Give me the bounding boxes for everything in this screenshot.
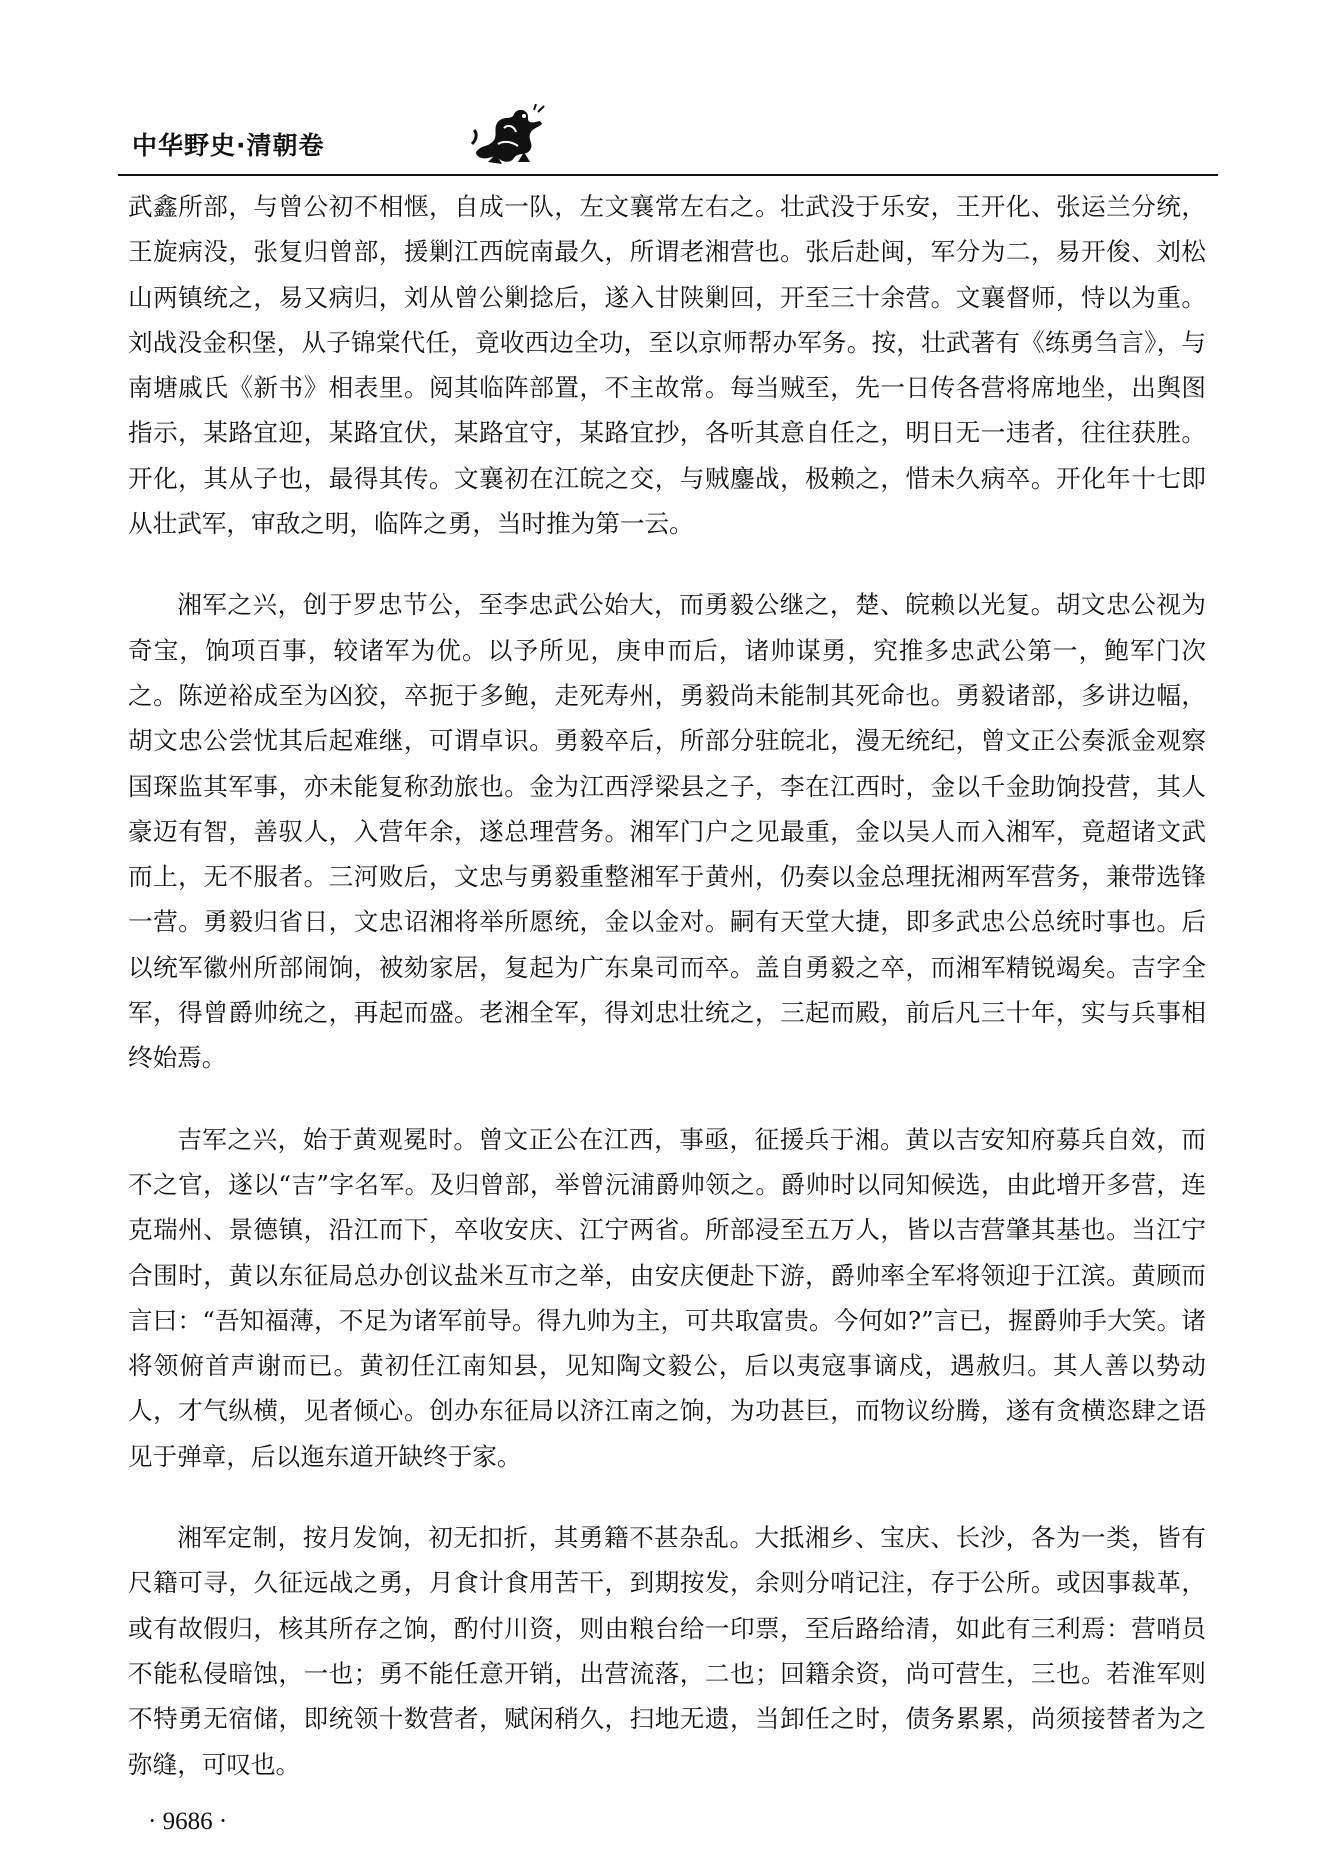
page-number: · 9686 · xyxy=(148,1808,228,1835)
paragraph: 湘军之兴，创于罗忠节公，至李忠武公始大，而勇毅公继之，楚、皖赖以光复。胡文忠公视为奇宝，饷项百事，较诸军为优。以予所见，庚申而后，诸帅谋勇，究推多忠武公第一，鲍军门次之。陈逆裕成至为凶狡，卒扼于多鲍，走死寿州，勇毅尚未能制其死命也。勇毅诸部，多讲边幅，胡文忠公尝忧其后起难继，可谓卓识。勇毅卒后，所部分驻皖北，漫无统纪，曾文正公奏派金观察国琛监其军事，亦未能复称劲旅也。金为江西浮梁县之子，李在江西时，金以千金助饷投营，其人豪迈有智，善驭人，入营年余，遂总理营务。湘军门户之见最重，金以吴人而入湘军，竟超诸文武而上，无不服者。三河败后，文忠与勇毅重整湘军于黄州，仍奏以金总理抚湘两军营务，兼带选锋一营。勇毅归省日，文忠诏湘将举所愿统，金以金对。嗣有天堂大捷，即多武忠公总统时事也。后以统军徽州所部闹饷，被劾家居，复起为广东臬司而卒。盖自勇毅之卒，而湘军精锐竭矣。吉字全军，得曾爵帅统之，再起而盛。老湘全军，得刘忠壮统之，三起而殿，前后凡三十年，实与兵事相终始焉。 xyxy=(128,590,1206,1073)
paragraph: 武鑫所部，与曾公初不相惬，自成一队，左文襄常左右之。壮武没于乐安，王开化、张运兰分统，王旋病没，张复归曾部，援剿江西皖南最久，所谓老湘营也。张后赴闽，军分为二，易开俊、刘松山两镇统之，易又病归，刘从曾公剿捻后，遂入甘陕剿回，开至三十余营。文襄督师，恃以为重。刘战没金积堡，从子锦棠代任，竟收西边全功，至以京师帮办军务。按，壮武著有《练勇刍言》，与南塘戚氏《新书》相表里。阅其临阵部置，不主故常。每当贼至，先一日传各营将席地坐，出舆图指示，某路宜迎，某路宜伏，某路宜守，某路宜抄，各听其意自任之，明日无一违者，往往获胜。开化，其从子也，最得其传。文襄初在江皖之交，与贼鏖战，极赖之，惜未久病卒。开化年十七即从壮武军，审敌之明，临阵之勇，当时推为第一云。 xyxy=(128,192,1206,539)
header-rule xyxy=(118,174,1218,176)
article-body xyxy=(128,184,1206,1823)
paragraph: 湘军定制，按月发饷，初无扣折，其勇籍不甚杂乱。大抵湘乡、宝庆、长沙，各为一类，皆有尺籍可寻，久征远战之勇，月食计食用苦干，到期按发，余则分哨记注，存于公所。或因事裁革，或有故假归，核其所存之饷，酌付川资，则由粮台给一印票，至后路给清，如此有三利焉：营哨员不能私侵暗蚀，一也；勇不能任意开销，出营流落，二也；回籍余资，尚可营生，三也。若淮军则不特勇无宿储，即统领十数营者，赋闲稍久，扫地无遗，当卸任之时，债务累累，尚须接替者为之弥缝，可叹也。 xyxy=(128,1523,1206,1779)
paragraph: 吉军之兴，始于黄观冕时。曾文正公在江西，事亟，征援兵于湘。黄以吉安知府募兵自效，而不之官，遂以“吉”字名军。及归曾部，举曾沅浦爵帅领之。爵帅时以同知候选，由此增开多营，连克瑞州、景德镇，沿江而下，卒收安庆、江宁两省。所部浸至五万人，皆以吉营肇其基也。当江宁合围时，黄以东征局总办创议盐米互市之举，由安庆便赴下游，爵帅率全军将领迎于江滨。黄顾而言曰：“吾知福薄，不足为诸军前导。得九帅为主，可共取富贵。今何如?”言已，握爵帅手大笑。诸将领俯首声谢而已。黄初任江南知县，见知陶文毅公，后以夷寇事谪戍，遇赦归。其人善以势动人，才气纵横，见者倾心。创办东征局以济江南之饷，为功甚巨，而物议纷腾，遂有贪横恣肆之语见于弹章，后以迤东道开缺终于家。 xyxy=(128,1124,1206,1471)
book-title: 中华野史·清朝卷 xyxy=(132,131,325,160)
dragon-icon xyxy=(468,104,548,168)
running-header xyxy=(118,96,1218,186)
